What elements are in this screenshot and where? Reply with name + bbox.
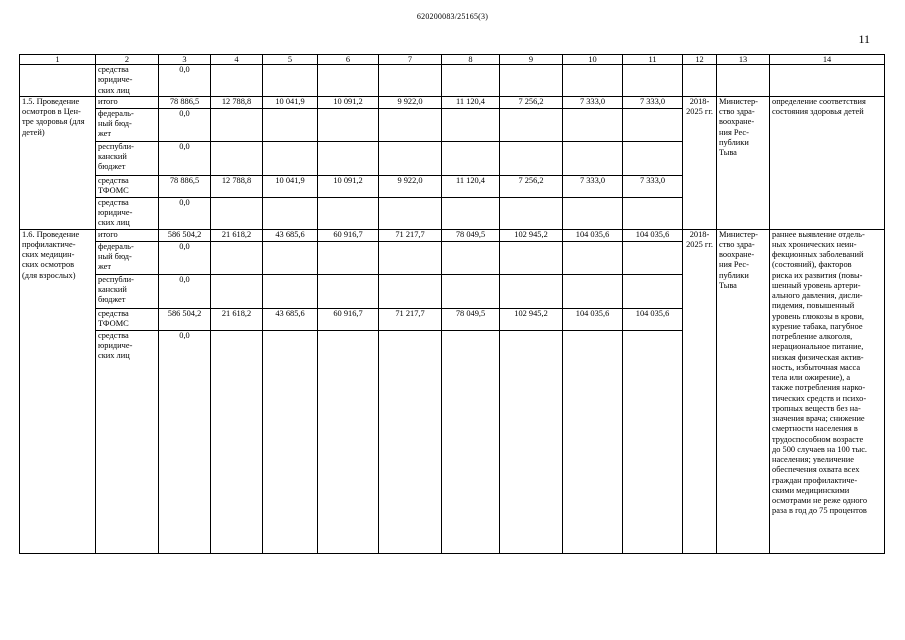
amount-total-cell: 0,0	[159, 65, 211, 97]
amount-year-cell	[379, 241, 442, 274]
amount-year-cell	[318, 241, 379, 274]
amount-year-cell: 7 256,2	[500, 96, 563, 108]
program-table	[19, 54, 885, 554]
amount-year-cell	[379, 108, 442, 141]
period-cell	[683, 65, 717, 97]
amount-year-cell	[263, 274, 318, 308]
column-number-row	[20, 55, 885, 65]
column-number-13: 13	[717, 55, 770, 65]
measure-name-cell	[20, 65, 96, 97]
amount-cell	[623, 65, 683, 97]
amount-year-cell	[211, 141, 263, 175]
amount-year-cell	[211, 197, 263, 229]
amount-year-cell: 102 945,2	[500, 229, 563, 241]
amount-year-cell	[500, 330, 563, 553]
section-1-5-period: 2018- 2025 гг.	[683, 96, 717, 229]
section-1-6-expected-result: раннее выявление отдель- ных хронических неин- фекционных заболеваний (состояний), факторов риска их развития (повы- шенный уровень артери- ального давления, дисли- пидемия, повышенный уровень глюкозы в крови, курение табака, пагубное потребление алкоголя, нерациональное питание, низкая физическая актив- ность, избыточная масса тела или ожирение), а также потребления нарко- тических средств и психо- тропных веществ без на- значения врача; снижение смертности населения в трудоспособном возрасте до 500 случаев на 100 тыс. населения; увеличение обеспечения охвата всех граждан профилактиче- скими медицинскими осмотрами не реже одного раза в год до 75 процентов	[770, 229, 885, 553]
amount-year-cell	[500, 274, 563, 308]
amount-year-cell	[263, 241, 318, 274]
amount-year-cell	[442, 241, 500, 274]
amount-year-cell	[318, 330, 379, 553]
amount-year-cell	[500, 241, 563, 274]
amount-year-cell	[263, 197, 318, 229]
page-number: 11	[858, 32, 870, 46]
amount-year-cell	[379, 197, 442, 229]
amount-year-cell: 21 618,2	[211, 308, 263, 330]
amount-year-cell	[623, 241, 683, 274]
amount-total-cell: 586 504,2	[159, 308, 211, 330]
amount-cell	[500, 65, 563, 97]
column-number-1: 1	[20, 55, 96, 65]
column-number-10: 10	[563, 55, 623, 65]
amount-total-cell: 0,0	[159, 197, 211, 229]
amount-year-cell: 43 685,6	[263, 229, 318, 241]
section-1-6-executor: Министер- ство здра- воохране- ния Рес- публики Тыва	[717, 229, 770, 553]
column-number-7: 7	[379, 55, 442, 65]
amount-total-cell: 586 504,2	[159, 229, 211, 241]
amount-year-cell	[263, 141, 318, 175]
table-row	[20, 65, 885, 97]
amount-year-cell	[379, 274, 442, 308]
funding-source-cell: республи- канский бюджет	[96, 274, 159, 308]
amount-year-cell: 11 120,4	[442, 96, 500, 108]
amount-year-cell	[623, 274, 683, 308]
amount-year-cell: 104 035,6	[623, 308, 683, 330]
amount-total-cell: 0,0	[159, 108, 211, 141]
amount-year-cell: 10 041,9	[263, 96, 318, 108]
amount-year-cell: 11 120,4	[442, 175, 500, 197]
funding-source-cell: республи- канский бюджет	[96, 141, 159, 175]
column-number-2: 2	[96, 55, 159, 65]
document-id: 620200083/25165(3)	[416, 12, 489, 21]
amount-year-cell	[211, 330, 263, 553]
amount-year-cell: 7 333,0	[563, 175, 623, 197]
amount-year-cell	[318, 108, 379, 141]
amount-year-cell	[442, 108, 500, 141]
amount-year-cell: 104 035,6	[563, 308, 623, 330]
result-cell	[770, 65, 885, 97]
amount-cell	[563, 65, 623, 97]
amount-year-cell: 102 945,2	[500, 308, 563, 330]
section-1-5-executor: Министер- ство здра- воохране- ния Рес- публики Тыва	[717, 96, 770, 229]
amount-year-cell	[442, 330, 500, 553]
amount-year-cell: 21 618,2	[211, 229, 263, 241]
amount-year-cell: 9 922,0	[379, 96, 442, 108]
column-number-11: 11	[623, 55, 683, 65]
amount-total-cell: 0,0	[159, 330, 211, 553]
column-number-5: 5	[263, 55, 318, 65]
amount-year-cell	[563, 274, 623, 308]
amount-year-cell	[623, 197, 683, 229]
amount-cell	[263, 65, 318, 97]
funding-source-cell: итого	[96, 96, 159, 108]
amount-year-cell	[500, 108, 563, 141]
amount-total-cell: 0,0	[159, 241, 211, 274]
amount-year-cell	[318, 141, 379, 175]
amount-year-cell	[563, 141, 623, 175]
table-row	[20, 96, 885, 108]
amount-year-cell: 60 916,7	[318, 308, 379, 330]
amount-year-cell: 7 333,0	[623, 175, 683, 197]
funding-source-cell: средства ТФОМС	[96, 308, 159, 330]
column-number-9: 9	[500, 55, 563, 65]
amount-year-cell: 10 091,2	[318, 96, 379, 108]
amount-year-cell	[563, 108, 623, 141]
amount-year-cell: 10 041,9	[263, 175, 318, 197]
amount-year-cell	[442, 197, 500, 229]
amount-year-cell	[563, 197, 623, 229]
amount-total-cell: 78 886,5	[159, 96, 211, 108]
funding-source-cell: федераль- ный бюд- жет	[96, 241, 159, 274]
amount-year-cell: 12 788,8	[211, 175, 263, 197]
section-1-6-measure-title: 1.6. Проведение профилактиче- ских медицин- ских осмотров (для взрослых)	[20, 229, 96, 553]
amount-year-cell: 7 333,0	[623, 96, 683, 108]
amount-year-cell: 71 217,7	[379, 308, 442, 330]
amount-year-cell	[379, 330, 442, 553]
amount-cell	[211, 65, 263, 97]
amount-year-cell: 104 035,6	[563, 229, 623, 241]
section-1-5-expected-result: определение соответствия состояния здоровья детей	[770, 96, 885, 229]
amount-total-cell: 0,0	[159, 274, 211, 308]
table-row	[20, 229, 885, 241]
amount-year-cell	[211, 108, 263, 141]
amount-year-cell	[563, 330, 623, 553]
column-number-8: 8	[442, 55, 500, 65]
amount-total-cell: 78 886,5	[159, 175, 211, 197]
amount-year-cell	[623, 330, 683, 553]
amount-year-cell: 78 049,5	[442, 308, 500, 330]
section-1-6-period: 2018- 2025 гг.	[683, 229, 717, 553]
amount-year-cell	[263, 330, 318, 553]
funding-source-cell: средства юридиче- ских лиц	[96, 65, 159, 97]
amount-year-cell	[263, 108, 318, 141]
amount-year-cell: 104 035,6	[623, 229, 683, 241]
amount-year-cell: 9 922,0	[379, 175, 442, 197]
amount-year-cell	[563, 241, 623, 274]
amount-year-cell: 43 685,6	[263, 308, 318, 330]
amount-cell	[318, 65, 379, 97]
funding-source-cell: средства юридиче- ских лиц	[96, 197, 159, 229]
section-1-5-measure-title: 1.5. Проведение осмотров в Цен- тре здоровья (для детей)	[20, 96, 96, 229]
amount-year-cell	[623, 141, 683, 175]
amount-total-cell: 0,0	[159, 141, 211, 175]
amount-year-cell: 78 049,5	[442, 229, 500, 241]
amount-year-cell: 10 091,2	[318, 175, 379, 197]
amount-year-cell: 60 916,7	[318, 229, 379, 241]
column-number-6: 6	[318, 55, 379, 65]
amount-year-cell	[623, 108, 683, 141]
column-number-14: 14	[770, 55, 885, 65]
amount-year-cell	[442, 274, 500, 308]
funding-source-cell: средства ТФОМС	[96, 175, 159, 197]
amount-year-cell	[442, 141, 500, 175]
amount-year-cell	[211, 241, 263, 274]
funding-source-cell: итого	[96, 229, 159, 241]
column-number-3: 3	[159, 55, 211, 65]
column-number-4: 4	[211, 55, 263, 65]
amount-cell	[442, 65, 500, 97]
funding-source-cell: федераль- ный бюд- жет	[96, 108, 159, 141]
amount-year-cell: 7 333,0	[563, 96, 623, 108]
amount-year-cell	[379, 141, 442, 175]
amount-year-cell: 7 256,2	[500, 175, 563, 197]
executor-cell	[717, 65, 770, 97]
amount-year-cell	[318, 274, 379, 308]
column-number-12: 12	[683, 55, 717, 65]
amount-year-cell	[500, 197, 563, 229]
amount-year-cell: 12 788,8	[211, 96, 263, 108]
amount-year-cell	[500, 141, 563, 175]
amount-cell	[379, 65, 442, 97]
amount-year-cell	[318, 197, 379, 229]
amount-year-cell	[211, 274, 263, 308]
amount-year-cell: 71 217,7	[379, 229, 442, 241]
funding-source-cell: средства юридиче- ских лиц	[96, 330, 159, 553]
